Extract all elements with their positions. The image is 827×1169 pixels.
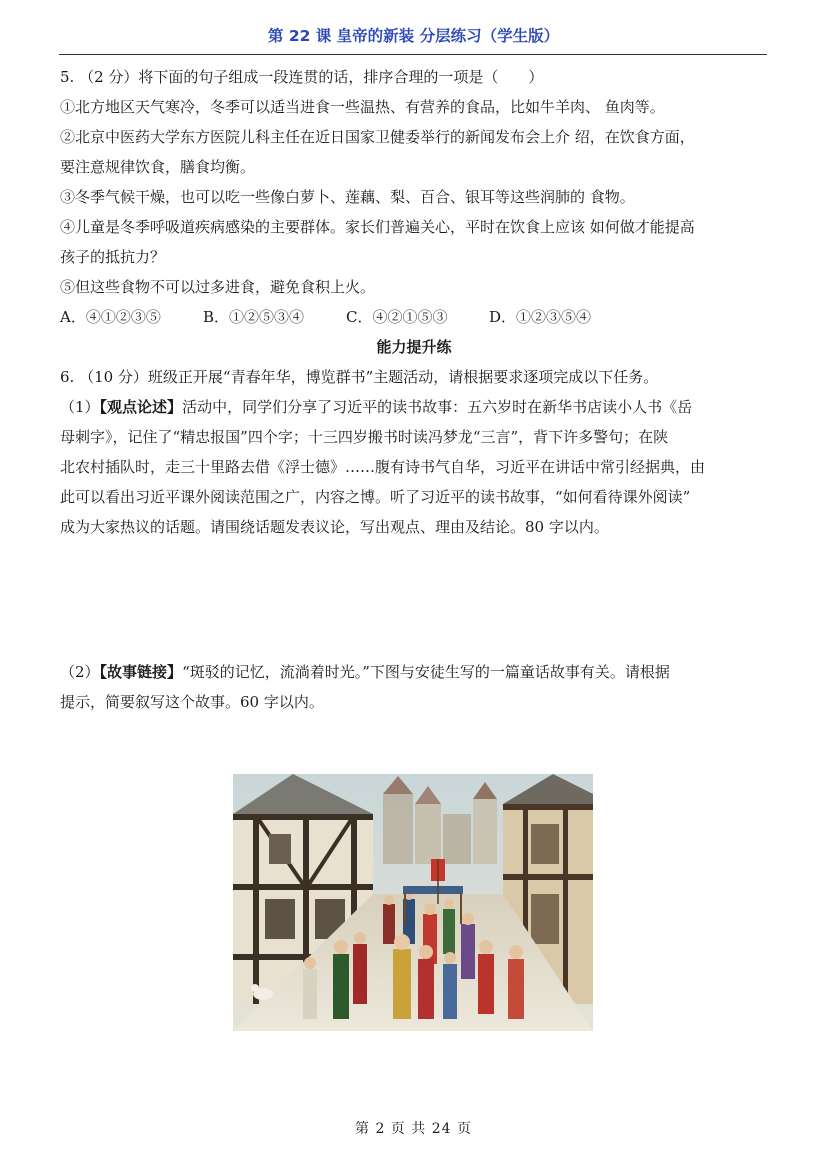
- page-footer: 第 2 页 共 24 页: [355, 1121, 472, 1137]
- sentence-4-line-2: 孩子的抵抗力？: [60, 248, 166, 266]
- sentence-4-line-1: ④儿童是冬季呼吸道疾病感染的主要群体。家长们普遍关心，平时在饮食上应该 如何做才能提高: [60, 218, 695, 236]
- part-1-line-1: [60, 392, 768, 422]
- section-heading: 能力提升练: [376, 338, 452, 356]
- option-a[interactable]: A．④①②③⑤: [60, 308, 161, 326]
- sentence-1: ①北方地区天气寒冷，冬季可以适当进食一些温热、有营养的食品，比如牛羊肉、 鱼肉等。: [60, 98, 665, 116]
- part-1-text-1: 活动中，同学们分享了习近平的读书故事：五六岁时在新华书店读小人书《岳: [182, 398, 693, 416]
- part-1-line-2: 母刺字》，记住了“精忠报国”四个字；十三四岁搬书时读冯梦龙“三言”，背下许多警句；在陕: [60, 428, 669, 446]
- part-1-number: （1）: [60, 398, 100, 416]
- part-1-line-3: 北农村插队时，走三十里路去借《浮士德》……腹有诗书气自华，习近平在讲话中常引经据典，由: [60, 458, 706, 476]
- part-2-tag: 【故事链接】: [99, 663, 183, 681]
- option-b[interactable]: B．①②⑤③④: [203, 308, 305, 326]
- part-1-tag: 【观点论述】: [99, 398, 183, 416]
- document-header-title: 第 22 课 皇帝的新装 分层练习（学生版）: [267, 27, 560, 45]
- part-1-line-5: 成为大家热议的话题。请围绕话题发表议论，写出观点、理由及结论。80 字以内。: [60, 518, 609, 536]
- answer-space[interactable]: [60, 542, 768, 657]
- part-2-line-2: 提示，简要叙写这个故事。60 字以内。: [60, 693, 324, 711]
- sentence-5: ⑤但这些食物不可以过多进食，避免食积上火。: [60, 278, 376, 296]
- sentence-3: ③冬季气候干燥，也可以吃一些像白萝卜、莲藕、梨、百合、银耳等这些润肺的 食物。: [60, 188, 635, 206]
- part-2-text-1: “斑驳的记忆，流淌着时光。”下图与安徒生写的一篇童话故事有关。请根据: [182, 663, 670, 681]
- part-2-number: （2）: [60, 663, 100, 681]
- part-2-line-1: [60, 657, 768, 687]
- answer-options: [60, 302, 768, 332]
- question-5-stem: 5. （2 分）将下面的句子组成一段连贯的话，排序合理的一项是（ ）: [60, 68, 544, 86]
- sentence-2-line-1: ②北京中医药大学东方医院儿科主任在近日国家卫健委举行的新闻发布会上介 绍，在饮食方面，: [60, 128, 695, 146]
- header-rule: [59, 54, 767, 55]
- option-c[interactable]: C．④②①⑤③: [346, 308, 448, 326]
- part-1-line-4: 此可以看出习近平课外阅读范围之广，内容之博。听了习近平的读书故事，“如何看待课外阅读”: [60, 488, 691, 506]
- fairy-tale-illustration: [233, 774, 593, 1031]
- page-content: [60, 62, 768, 717]
- option-d[interactable]: D．①②③⑤④: [489, 308, 592, 326]
- sentence-2-line-2: 要注意规律饮食，膳食均衡。: [60, 158, 256, 176]
- question-6-stem: 6. （10 分）班级正开展“青春年华，博览群书”主题活动，请根据要求逐项完成以下任务。: [60, 368, 659, 386]
